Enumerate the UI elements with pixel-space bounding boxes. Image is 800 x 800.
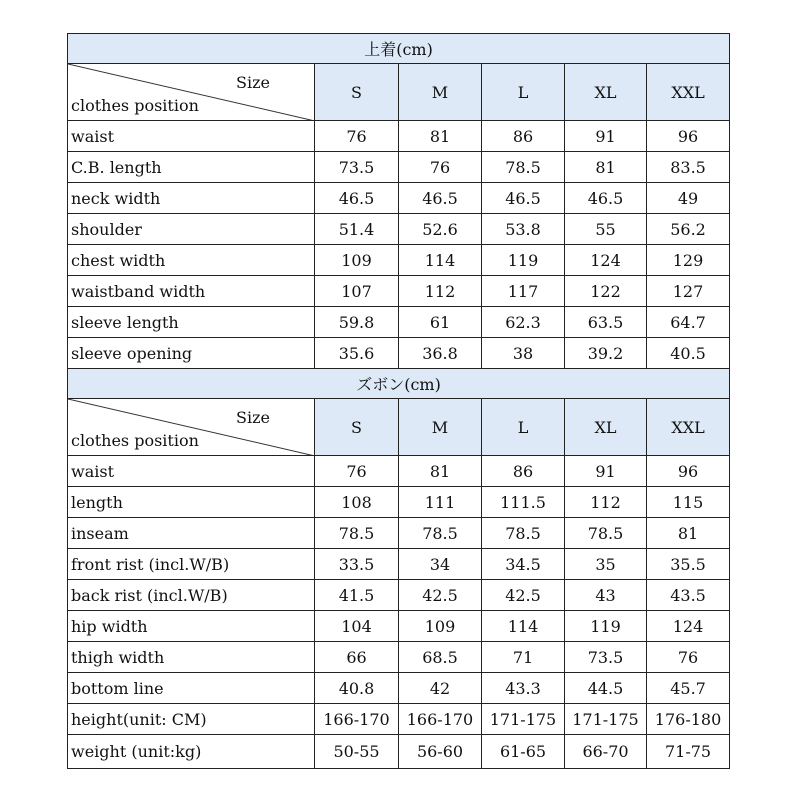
table-cell: 64.7 bbox=[647, 307, 730, 338]
table-row bbox=[68, 245, 730, 276]
row-label: inseam bbox=[68, 518, 315, 549]
table-cell: 81 bbox=[399, 456, 482, 487]
table-cell: 44.5 bbox=[565, 673, 647, 704]
bottom-size-header-m: M bbox=[399, 399, 482, 456]
table-cell: 73.5 bbox=[315, 152, 399, 183]
table-row bbox=[68, 549, 730, 580]
row-label: thigh width bbox=[68, 642, 315, 673]
table-cell: 112 bbox=[399, 276, 482, 307]
table-cell: 91 bbox=[565, 121, 647, 152]
table-cell: 42.5 bbox=[482, 580, 565, 611]
row-label: bottom line bbox=[68, 673, 315, 704]
size-chart bbox=[67, 33, 729, 769]
table-cell: 46.5 bbox=[482, 183, 565, 214]
table-row bbox=[68, 338, 730, 369]
table-cell: 111 bbox=[399, 487, 482, 518]
table-row bbox=[68, 307, 730, 338]
table-cell: 111.5 bbox=[482, 487, 565, 518]
row-label: waist bbox=[68, 456, 315, 487]
size-header-label: Size bbox=[236, 408, 270, 427]
table-row bbox=[68, 673, 730, 704]
table-cell: 114 bbox=[482, 611, 565, 642]
table-cell: 56.2 bbox=[647, 214, 730, 245]
table-row bbox=[68, 735, 730, 769]
table-cell: 176-180 bbox=[647, 704, 730, 735]
table-cell: 46.5 bbox=[315, 183, 399, 214]
table-cell: 40.8 bbox=[315, 673, 399, 704]
table-cell: 55 bbox=[565, 214, 647, 245]
size-table bbox=[67, 33, 730, 769]
table-cell: 66 bbox=[315, 642, 399, 673]
table-cell: 78.5 bbox=[315, 518, 399, 549]
table-row bbox=[68, 183, 730, 214]
table-cell: 42 bbox=[399, 673, 482, 704]
table-cell: 81 bbox=[647, 518, 730, 549]
table-cell: 59.8 bbox=[315, 307, 399, 338]
table-cell: 52.6 bbox=[399, 214, 482, 245]
table-cell: 39.2 bbox=[565, 338, 647, 369]
table-row bbox=[68, 518, 730, 549]
table-cell: 124 bbox=[565, 245, 647, 276]
table-cell: 35 bbox=[565, 549, 647, 580]
table-cell: 45.7 bbox=[647, 673, 730, 704]
table-cell: 114 bbox=[399, 245, 482, 276]
top-header-corner bbox=[68, 64, 315, 121]
row-label: C.B. length bbox=[68, 152, 315, 183]
table-cell: 35.6 bbox=[315, 338, 399, 369]
row-label: weight (unit:kg) bbox=[68, 735, 315, 769]
top-header-row bbox=[68, 64, 730, 121]
table-row bbox=[68, 456, 730, 487]
row-label: chest width bbox=[68, 245, 315, 276]
table-cell: 76 bbox=[647, 642, 730, 673]
table-cell: 78.5 bbox=[565, 518, 647, 549]
table-cell: 86 bbox=[482, 456, 565, 487]
table-cell: 108 bbox=[315, 487, 399, 518]
top-size-header-xl: XL bbox=[565, 64, 647, 121]
table-cell: 91 bbox=[565, 456, 647, 487]
table-row bbox=[68, 487, 730, 518]
table-cell: 122 bbox=[565, 276, 647, 307]
bottom-section-title: ズボン(cm) bbox=[68, 369, 730, 399]
row-label: height(unit: CM) bbox=[68, 704, 315, 735]
table-cell: 78.5 bbox=[399, 518, 482, 549]
table-cell: 78.5 bbox=[482, 518, 565, 549]
table-cell: 62.3 bbox=[482, 307, 565, 338]
table-cell: 33.5 bbox=[315, 549, 399, 580]
position-header-label: clothes position bbox=[71, 96, 199, 115]
table-cell: 124 bbox=[647, 611, 730, 642]
table-cell: 71 bbox=[482, 642, 565, 673]
table-cell: 104 bbox=[315, 611, 399, 642]
table-row bbox=[68, 642, 730, 673]
table-cell: 96 bbox=[647, 456, 730, 487]
table-cell: 68.5 bbox=[399, 642, 482, 673]
bottom-header-row bbox=[68, 399, 730, 456]
table-cell: 109 bbox=[315, 245, 399, 276]
table-cell: 42.5 bbox=[399, 580, 482, 611]
table-cell: 117 bbox=[482, 276, 565, 307]
table-cell: 46.5 bbox=[565, 183, 647, 214]
table-cell: 129 bbox=[647, 245, 730, 276]
top-section-title-row bbox=[68, 34, 730, 64]
table-cell: 66-70 bbox=[565, 735, 647, 769]
table-cell: 49 bbox=[647, 183, 730, 214]
table-cell: 63.5 bbox=[565, 307, 647, 338]
table-cell: 40.5 bbox=[647, 338, 730, 369]
size-header-label: Size bbox=[236, 73, 270, 92]
table-cell: 35.5 bbox=[647, 549, 730, 580]
table-cell: 81 bbox=[565, 152, 647, 183]
table-cell: 76 bbox=[315, 121, 399, 152]
row-label: length bbox=[68, 487, 315, 518]
table-cell: 73.5 bbox=[565, 642, 647, 673]
table-cell: 127 bbox=[647, 276, 730, 307]
table-cell: 34 bbox=[399, 549, 482, 580]
bottom-header-corner bbox=[68, 399, 315, 456]
row-label: neck width bbox=[68, 183, 315, 214]
table-cell: 53.8 bbox=[482, 214, 565, 245]
row-label: back rist (incl.W/B) bbox=[68, 580, 315, 611]
bottom-size-header-l: L bbox=[482, 399, 565, 456]
bottom-size-header-s: S bbox=[315, 399, 399, 456]
table-cell: 43.5 bbox=[647, 580, 730, 611]
table-cell: 34.5 bbox=[482, 549, 565, 580]
table-cell: 76 bbox=[399, 152, 482, 183]
table-cell: 171-175 bbox=[482, 704, 565, 735]
table-cell: 41.5 bbox=[315, 580, 399, 611]
top-size-header-m: M bbox=[399, 64, 482, 121]
table-cell: 83.5 bbox=[647, 152, 730, 183]
table-cell: 51.4 bbox=[315, 214, 399, 245]
top-size-header-l: L bbox=[482, 64, 565, 121]
table-cell: 61-65 bbox=[482, 735, 565, 769]
bottom-section-title-row bbox=[68, 369, 730, 399]
table-cell: 171-175 bbox=[565, 704, 647, 735]
table-cell: 76 bbox=[315, 456, 399, 487]
bottom-size-header-xl: XL bbox=[565, 399, 647, 456]
table-cell: 119 bbox=[565, 611, 647, 642]
table-cell: 81 bbox=[399, 121, 482, 152]
table-cell: 166-170 bbox=[315, 704, 399, 735]
row-label: front rist (incl.W/B) bbox=[68, 549, 315, 580]
table-row bbox=[68, 276, 730, 307]
bottom-size-header-xxl: XXL bbox=[647, 399, 730, 456]
table-cell: 46.5 bbox=[399, 183, 482, 214]
row-label: waistband width bbox=[68, 276, 315, 307]
table-cell: 36.8 bbox=[399, 338, 482, 369]
row-label: waist bbox=[68, 121, 315, 152]
row-label: sleeve length bbox=[68, 307, 315, 338]
table-cell: 78.5 bbox=[482, 152, 565, 183]
table-cell: 109 bbox=[399, 611, 482, 642]
top-size-header-s: S bbox=[315, 64, 399, 121]
table-cell: 112 bbox=[565, 487, 647, 518]
table-cell: 166-170 bbox=[399, 704, 482, 735]
table-row bbox=[68, 152, 730, 183]
table-cell: 71-75 bbox=[647, 735, 730, 769]
row-label: sleeve opening bbox=[68, 338, 315, 369]
table-row bbox=[68, 704, 730, 735]
position-header-label: clothes position bbox=[71, 431, 199, 450]
top-size-header-xxl: XXL bbox=[647, 64, 730, 121]
table-cell: 38 bbox=[482, 338, 565, 369]
table-cell: 43.3 bbox=[482, 673, 565, 704]
table-cell: 50-55 bbox=[315, 735, 399, 769]
table-row bbox=[68, 121, 730, 152]
table-cell: 107 bbox=[315, 276, 399, 307]
table-cell: 61 bbox=[399, 307, 482, 338]
table-row bbox=[68, 611, 730, 642]
table-cell: 115 bbox=[647, 487, 730, 518]
table-cell: 96 bbox=[647, 121, 730, 152]
row-label: hip width bbox=[68, 611, 315, 642]
table-row bbox=[68, 214, 730, 245]
table-cell: 43 bbox=[565, 580, 647, 611]
table-cell: 119 bbox=[482, 245, 565, 276]
row-label: shoulder bbox=[68, 214, 315, 245]
table-cell: 56-60 bbox=[399, 735, 482, 769]
table-cell: 86 bbox=[482, 121, 565, 152]
table-row bbox=[68, 580, 730, 611]
top-section-title: 上着(cm) bbox=[68, 34, 730, 64]
